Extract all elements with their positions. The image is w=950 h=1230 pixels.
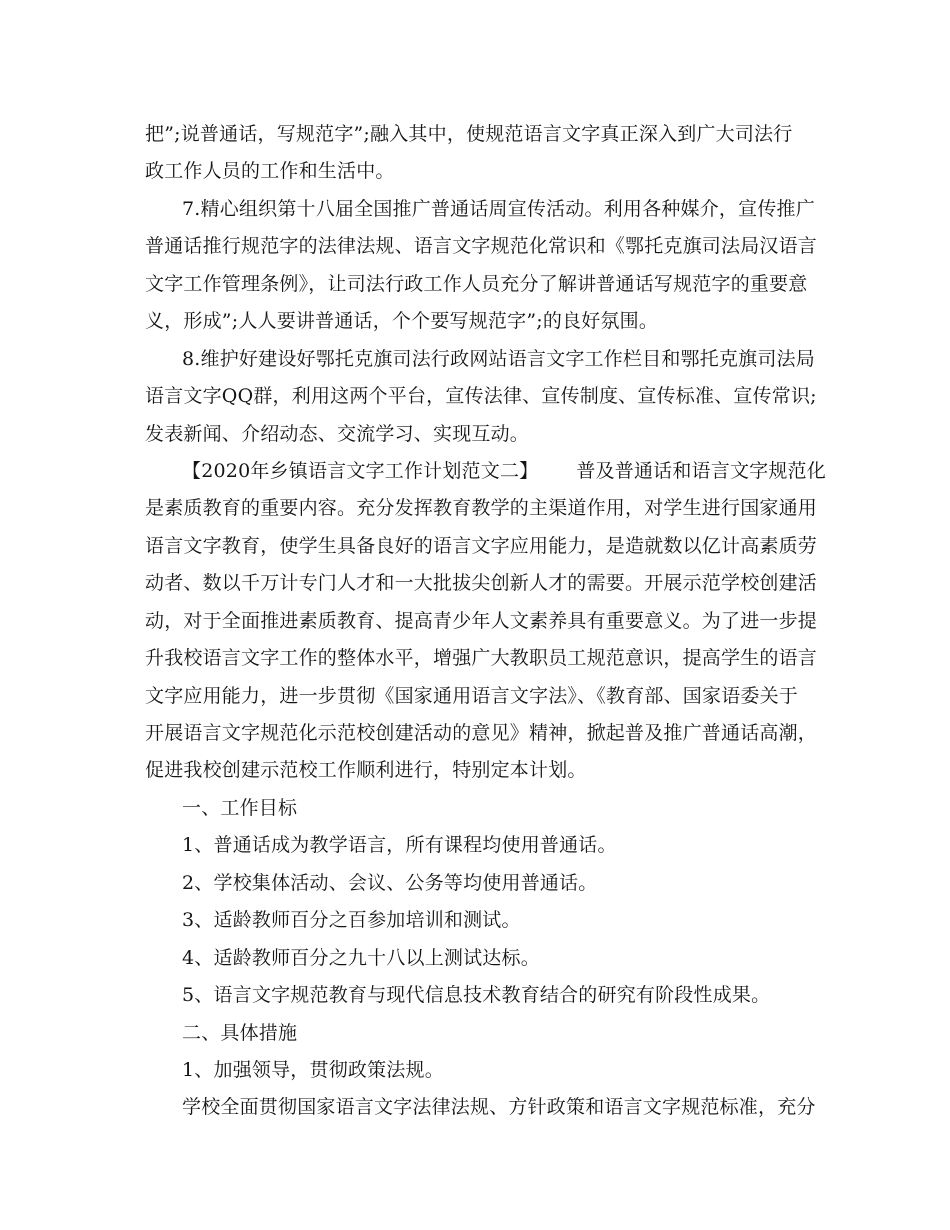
list-item: 1、加强领导，贯彻政策法规。 [182, 1058, 444, 1081]
paragraph-line: 是素质教育的重要内容。充分发挥教育教学的主渠道作用，对学生进行国家通用 [145, 497, 818, 520]
paragraph-line: 动者、数以千万计专门人才和一大批拔尖创新人才的需要。开展示范学校创建活 [145, 572, 818, 595]
list-item: 2、学校集体活动、会议、公务等均使用普通话。 [182, 871, 598, 894]
paragraph-line: 语言文字QQ群，利用这两个平台，宣传法律、宣传制度、宣传标准、宣传常识; [145, 385, 817, 408]
paragraph-line: 普通话推行规范字的法律法规、语言文字规范化常识和《鄂托克旗司法局汉语言 [145, 235, 818, 258]
paragraph-line: 升我校语言文字工作的整体水平，增强广大教职员工规范意识，提高学生的语言 [145, 647, 818, 670]
document-body [145, 116, 826, 1127]
paragraph-line: 促进我校创建示范校工作顺利进行，特别定本计划。 [145, 759, 587, 782]
paragraph-line: 学校全面贯彻国家语言文字法律法规、方针政策和语言文字规范标准，充分 [182, 1096, 816, 1119]
section-heading-line [145, 453, 826, 490]
paragraph-line: 开展语言文字规范化示范校创建活动的意见》精神，掀起普及推广普通话高潮， [145, 722, 818, 744]
section-heading: 二、具体措施 [182, 1021, 298, 1044]
paragraph-line: 语言文字教育，使学生具备良好的语言文字应用能力，是造就数以亿计高素质劳 [145, 534, 818, 557]
list-item: 5、语言文字规范教育与现代信息技术教育结合的研究有阶段性成果。 [182, 984, 771, 1007]
list-item: 4、适龄教师百分之九十八以上测试达标。 [182, 946, 540, 969]
section-heading: 一、工作目标 [182, 796, 298, 819]
paragraph-text: 普及普通话和语言文字规范化 [576, 459, 826, 482]
paragraph-line: 动，对于全面推进素质教育、提高青少年人文素养具有重要意义。为了进一步提 [145, 609, 818, 632]
paragraph-line: 文字工作管理条例》，让司法行政工作人员充分了解讲普通话写规范字的重要意 [145, 272, 808, 295]
paragraph-line: 把”;说普通话，写规范字”;融入其中，使规范语言文字真正深入到广大司法行 [145, 123, 793, 145]
paragraph-line: 政工作人员的工作和生活中。 [145, 160, 395, 183]
list-item: 3、适龄教师百分之百参加培训和测试。 [182, 909, 521, 932]
paragraph-line: 8.维护好建设好鄂托克旗司法行政网站语言文字工作栏目和鄂托克旗司法局 [182, 347, 815, 370]
list-item: 1、普通话成为教学语言，所有课程均使用普通话。 [182, 834, 617, 857]
paragraph-line: 文字应用能力，进一步贯彻《国家通用语言文字法》、《教育部、国家语委关于 [145, 684, 799, 707]
section-heading: 【2020年乡镇语言文字工作计划范文二】 [182, 459, 539, 482]
paragraph-line: 义，形成”;人人要讲普通话，个个要写规范字”;的良好氛围。 [145, 310, 659, 333]
paragraph-line: 发表新闻、介绍动态、交流学习、实现互动。 [145, 422, 530, 445]
paragraph-line: 7.精心组织第十八届全国推广普通话周宣传活动。利用各种媒介，宣传推广 [182, 197, 815, 220]
